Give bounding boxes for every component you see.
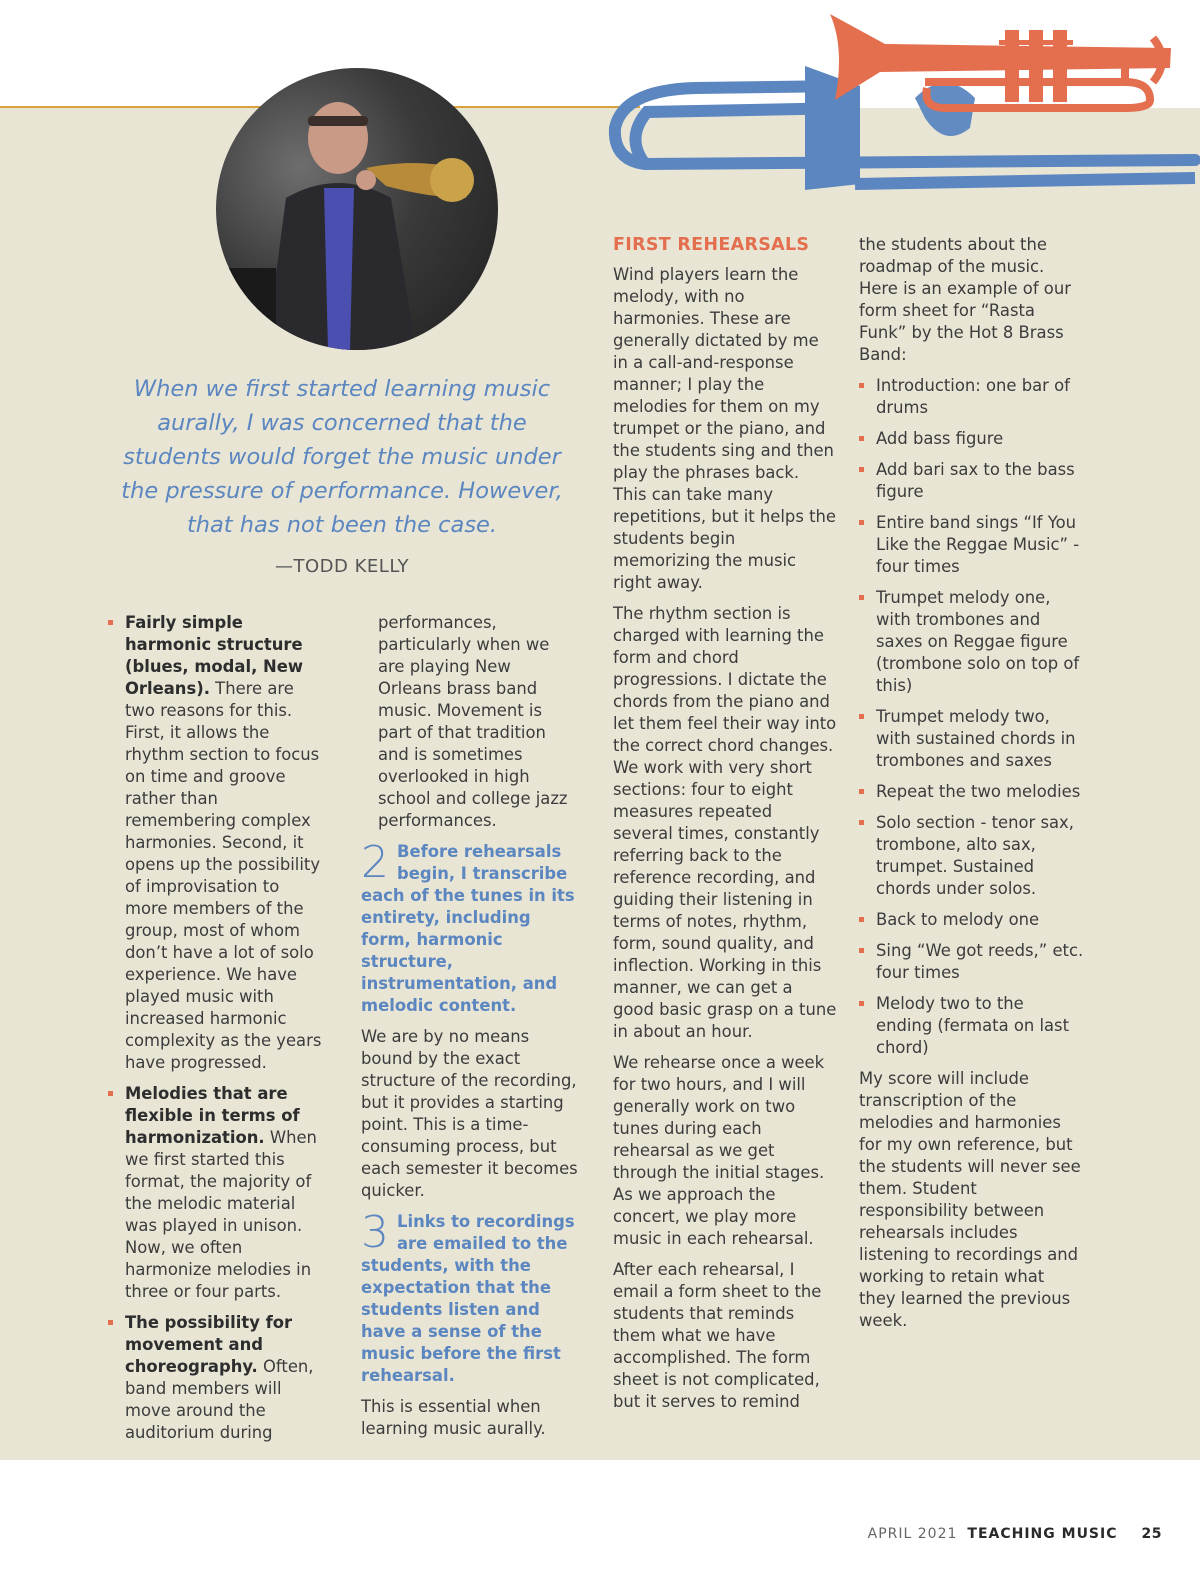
item-text: There are two reasons for this. First, it allows the rhythm section to focus on time and groove rather than remembering complex harmonies. Second, it opens up the possibility of improvisation to more members of the group, most of whom don’t have a lot of solo experience. We have played music with increased harmonic complexity as the years have progressed. xyxy=(125,679,322,1072)
step-heading: Links to recordings are emailed to the students, with the expectation that the students listen and have a sense of the music before the first rehearsal. xyxy=(361,1212,575,1385)
trumpet-icon xyxy=(830,14,1171,108)
column-1 xyxy=(108,612,326,1453)
item-lead: The possibility for movement and choreography. xyxy=(125,1313,293,1376)
list-item xyxy=(108,1083,326,1303)
list-item: Melody two to the ending (fermata on last chord) xyxy=(859,993,1085,1059)
paragraph: My score will include transcription of the melodies and harmonies for my own reference, but the students will never see them. Student responsibility between rehearsals includes listening to recordings and working to retain what they learned the previous week. xyxy=(859,1069,1081,1330)
list-item: Sing “We got reeds,” etc. four times xyxy=(859,940,1085,984)
publication-title: TEACHING MUSIC xyxy=(967,1526,1118,1542)
column-3 xyxy=(613,234,837,1422)
numbered-step-3 xyxy=(361,1207,579,1387)
list-item: Solo section - tenor sax, trombone, alto sax, trumpet. Sustained chords under solos. xyxy=(859,812,1085,900)
paragraph: We rehearse once a week for two hours, and I will generally work on two tunes during each rehearsal as we get through the initial stages. As we approach the concert, we play more music in each rehearsal. xyxy=(613,1053,825,1248)
list-item: Back to melody one xyxy=(859,909,1085,931)
paragraph: performances, particularly when we are playing New Orleans brass band music. Movement is part of that tradition and is sometimes overlooked in high school and college jazz performances. xyxy=(378,613,568,830)
list-item: Trumpet melody one, with trombones and saxes on Reggae figure (trombone solo on top of this) xyxy=(859,587,1085,697)
step-number: 3 xyxy=(361,1207,389,1258)
column-4 xyxy=(859,234,1085,1341)
column-2 xyxy=(361,612,579,1449)
item-text: When we first started this format, the majority of the melodic material was played in unison. Now, we often harmonize melodies in three or four parts. xyxy=(125,1128,317,1301)
musician-photo xyxy=(216,68,498,350)
item-text: Often, band members will move around the auditorium during xyxy=(125,1357,314,1442)
quote-attribution: —TODD KELLY xyxy=(275,556,409,577)
paragraph: After each rehearsal, I email a form sheet to the students that reminds them what we have accomplished. The form sheet is not complicated, but it serves to remind xyxy=(613,1260,822,1411)
pull-quote: When we first started learning music aurally, I was concerned that the students would forget the music under the pressure of performance. However, that has not been the case. xyxy=(121,376,563,538)
list-item: Trumpet melody two, with sustained chords in trombones and saxes xyxy=(859,706,1085,772)
list-item: Add bari sax to the bass figure xyxy=(859,459,1085,503)
paragraph: the students about the roadmap of the music. Here is an example of our form sheet for “Rasta Funk” by the Hot 8 Brass Band: xyxy=(859,235,1071,364)
item-lead: Melodies that are flexible in terms of harmonization. xyxy=(125,1084,300,1147)
paragraph: We are by no means bound by the exact structure of the recording, but it provides a starting point. This is a time-consuming process, but each semester it becomes quicker. xyxy=(361,1027,578,1200)
list-item xyxy=(108,612,326,1074)
item-lead: Fairly simple harmonic structure (blues, modal, New Orleans). xyxy=(125,613,303,698)
paragraph: The rhythm section is charged with learning the form and chord progressions. I dictate the chords from the piano and let them feel their way into the correct chord changes. We work with very short sections: four to eight measures repeated several times, constantly referring back to the reference recording, and guiding their listening in terms of notes, rhythm, form, sound quality, and inflection. Working in this manner, we can get a good basic grasp on a tune in about an hour. xyxy=(613,604,837,1041)
list-item xyxy=(108,1312,326,1444)
step-heading: Before rehearsals begin, I transcribe each of the tunes in its entirety, including form, harmonic structure, instrumentation, and melodic content. xyxy=(361,842,575,1015)
page-footer xyxy=(868,1526,1162,1542)
list-item: Entire band sings “If You Like the Reggae Music” - four times xyxy=(859,512,1085,578)
paragraph: This is essential when learning music aurally. xyxy=(361,1397,546,1438)
issue-date: APRIL 2021 xyxy=(867,1526,958,1542)
list-item: Add bass figure xyxy=(859,428,1085,450)
page-number: 25 xyxy=(1141,1526,1162,1542)
instrument-illustration xyxy=(605,8,1200,198)
section-heading: FIRST REHEARSALS xyxy=(613,235,810,255)
list-item: Repeat the two melodies xyxy=(859,781,1085,803)
step-number: 2 xyxy=(361,837,389,888)
paragraph: Wind players learn the melody, with no harmonies. These are generally dictated by me in a call-and-response manner; I play the melodies for them on my trumpet or the piano, and the students sing and then play the phrases back. This can take many repetitions, but it helps the students begin memorizing the music right away. xyxy=(613,265,836,592)
numbered-step-2 xyxy=(361,837,579,1017)
list-item: Introduction: one bar of drums xyxy=(859,375,1085,419)
